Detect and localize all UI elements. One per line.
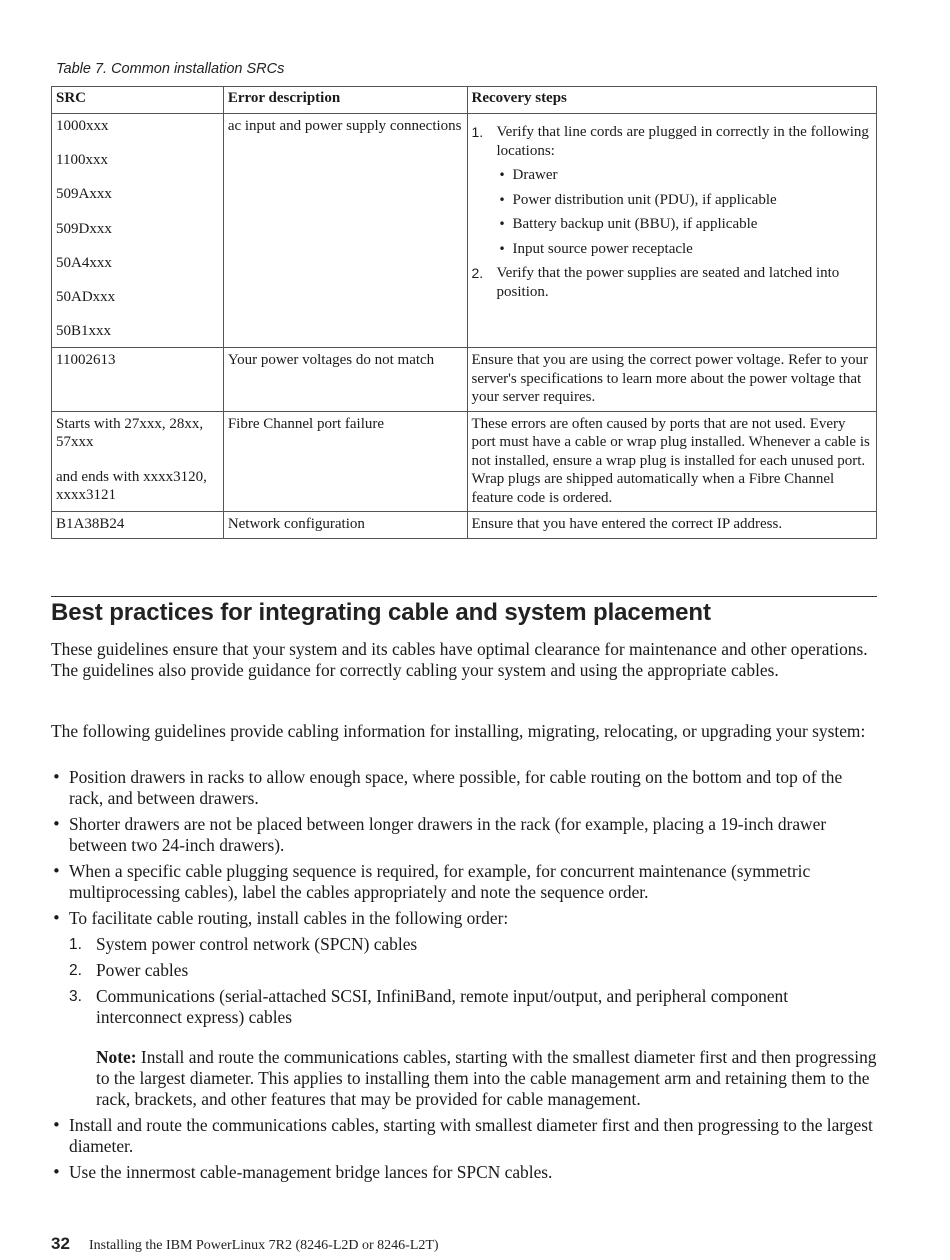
header-error-description: Error description (223, 87, 467, 114)
src-cell: B1A38B24 (52, 512, 224, 539)
order-item (69, 986, 877, 1110)
src-cell (52, 114, 224, 348)
recovery-step (472, 123, 872, 258)
lead-paragraph: The following guidelines provide cabling information for installing, migrating, relocating, or upgrading your system: (51, 721, 866, 741)
error-description-cell: Network configuration (223, 512, 467, 539)
list-item-text: To facilitate cable routing, install cables in the following order: (69, 908, 509, 928)
order-text: System power control network (SPCN) cables (96, 934, 418, 954)
src-code: 50A4xxx (56, 254, 112, 271)
header-src: SRC (52, 87, 224, 114)
src-code: 50ADxxx (56, 288, 116, 305)
location-item: • Drawer (497, 166, 872, 185)
note-label: Note: (96, 1047, 137, 1067)
recovery-step-list (472, 123, 872, 301)
error-description-cell: Fibre Channel port failure (223, 411, 467, 512)
step-number: 2. (471, 265, 484, 281)
src-code: 50B1xxx (56, 323, 112, 340)
order-text: Power cables (96, 960, 189, 980)
list-item (51, 908, 877, 1110)
header-recovery-steps: Recovery steps (467, 87, 876, 114)
location-item: • Input source power receptacle (497, 240, 872, 259)
page-number: 32 (51, 1234, 70, 1253)
table-caption: Table 7. Common installation SRCs (56, 61, 285, 77)
src-code-end: and ends with xxxx3120, xxxx3121 (56, 468, 207, 503)
step-text: Verify that line cords are plugged in correctly in the following locations: (496, 124, 869, 159)
recovery-steps-cell: Ensure that you are using the correct power voltage. Refer to your server's specifications to learn more about the power voltage that your server requires. (467, 348, 876, 412)
recovery-steps-cell: These errors are often caused by ports that are not used. Every port must have a cable or wrap plug installed. Whenever a cable is not installed, ensure a wrap plug is installed for each unused port. Wrap plugs are shipped automatically when a Fibre Channel feature code is ordered. (467, 411, 876, 512)
guideline-list (51, 767, 877, 1188)
order-item (69, 934, 877, 955)
order-number: 1. (69, 936, 82, 953)
table-header-row (52, 87, 877, 114)
location-item: • Battery backup unit (BBU), if applicable (497, 215, 872, 234)
src-code-start: Starts with 27xxx, 28xx, 57xxx (56, 415, 204, 450)
src-code: 1100xxx (56, 152, 108, 169)
section-title: Best practices for integrating cable and system placement (51, 599, 711, 626)
page-footer (51, 1234, 439, 1254)
table-row (52, 411, 877, 512)
recovery-steps-cell (467, 114, 876, 348)
step-text: Verify that the power supplies are seated and latched into position. (496, 265, 840, 300)
location-item: • Power distribution unit (PDU), if applicable (497, 191, 872, 210)
src-cell (52, 411, 224, 512)
error-description-cell: Your power voltages do not match (223, 348, 467, 412)
cable-order-list (69, 934, 877, 1110)
table-row (52, 512, 877, 539)
table-row (52, 114, 877, 348)
note-text: Install and route the communications cables, starting with the smallest diameter first and then progressing to the largest diameter. This applies to installing them into the cable management arm and retaining them to the rack, brackets, and other features that may be provided for cable management. (96, 1047, 877, 1109)
order-number: 3. (69, 988, 82, 1005)
src-cell: 11002613 (52, 348, 224, 412)
list-item: • When a specific cable plugging sequence is required, for example, for concurrent maintenance (symmetric multiprocessing cables), label the cables appropriately and note the sequence order. (51, 861, 877, 903)
src-table (51, 86, 877, 539)
step-number: 1. (471, 124, 484, 140)
location-list (497, 166, 872, 258)
src-code: 509Axxx (56, 186, 112, 203)
recovery-step (472, 264, 872, 301)
list-item: • Use the innermost cable-management bridge lances for SPCN cables. (51, 1162, 877, 1183)
list-item: • Install and route the communications cables, starting with smallest diameter first and then progressing to the largest diameter. (51, 1115, 877, 1157)
error-description-cell: ac input and power supply connections (223, 114, 467, 348)
section-divider (51, 596, 877, 597)
intro-paragraph: These guidelines ensure that your system and its cables have optimal clearance for maintenance and other operations. The guidelines also provide guidance for correctly cabling your system and using the appropriate cables. (51, 639, 868, 680)
src-code: 509Dxxx (56, 220, 112, 237)
list-item: • Shorter drawers are not be placed between longer drawers in the rack (for example, placing a 19-inch drawer between two 24-inch drawers). (51, 814, 877, 856)
note (96, 1047, 877, 1110)
table-row (52, 348, 877, 412)
list-item: • Position drawers in racks to allow enough space, where possible, for cable routing on the bottom and top of the rack, and between drawers. (51, 767, 877, 809)
order-number: 2. (69, 962, 82, 979)
order-text: Communications (serial-attached SCSI, InfiniBand, remote input/output, and peripheral component interconnect express) cables (96, 986, 789, 1027)
order-item (69, 960, 877, 981)
src-code: 1000xxx (56, 118, 109, 134)
recovery-steps-cell: Ensure that you have entered the correct IP address. (467, 512, 876, 539)
footer-title: Installing the IBM PowerLinux 7R2 (8246-L2D or 8246-L2T) (89, 1238, 439, 1253)
